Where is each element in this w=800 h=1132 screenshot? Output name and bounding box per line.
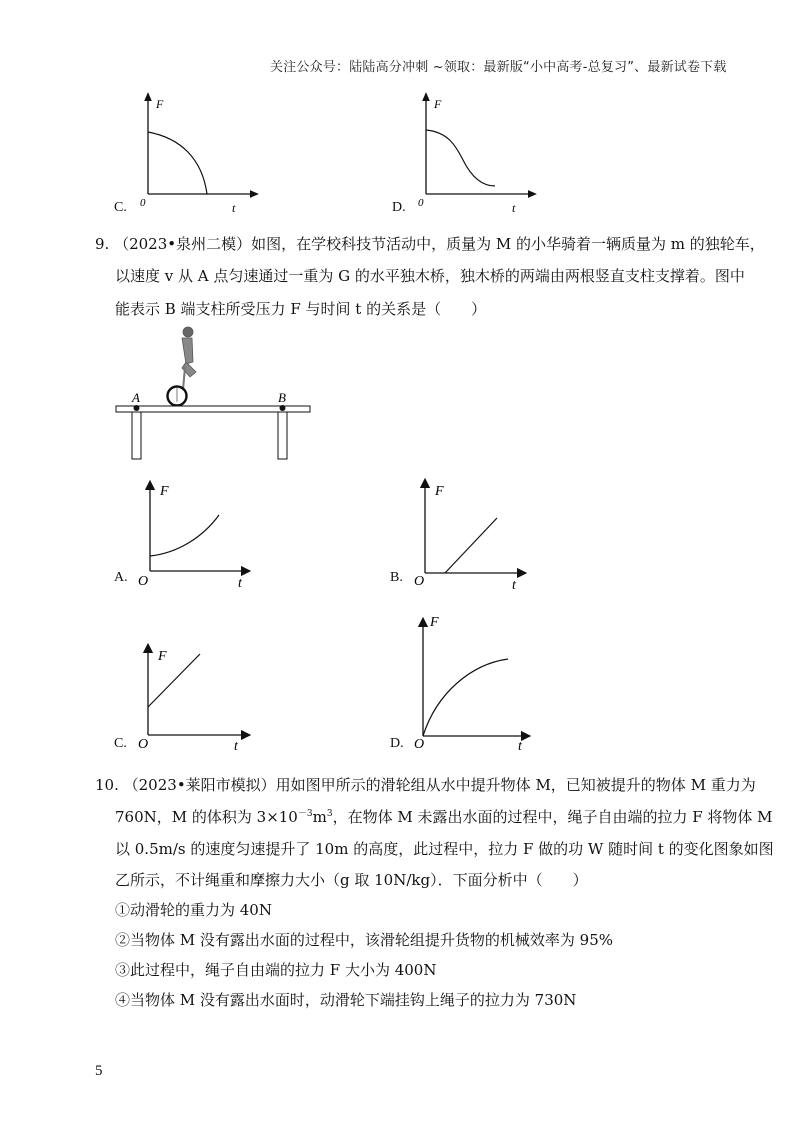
page-header-banner: 关注公众号：陆陆高分冲刺 ~领取：最新版“小中高考-总复习”、最新试卷下载 xyxy=(270,60,727,75)
svg-text:t: t xyxy=(234,739,238,754)
graph-s-curve-decreasing xyxy=(388,88,548,218)
svg-text:t: t xyxy=(512,578,516,590)
bridge-diagram xyxy=(110,322,320,462)
label-a: A xyxy=(132,390,140,405)
svg-text:t: t xyxy=(518,739,522,752)
q9-option-d-graph[interactable] xyxy=(392,612,542,752)
q9-option-a-graph[interactable] xyxy=(118,475,258,590)
x-axis-label: t xyxy=(232,201,236,215)
q10-line-1: 10. （2023•莱阳市模拟）用如图甲所示的滑轮组从水中提升物体 M，已知被提升的物体 M 重力为 xyxy=(95,776,756,794)
svg-text:F: F xyxy=(434,97,442,111)
question-source: （2023•泉州二模） xyxy=(114,235,252,253)
svg-text:F: F xyxy=(430,615,439,630)
graph-line-positive-intercept xyxy=(118,640,258,755)
q10-line-4: 乙所示，不计绳重和摩擦力大小（g 取 10N/kg）．下面分析中（ ） xyxy=(115,871,588,889)
q9-option-d-label: D. xyxy=(390,736,404,751)
svg-text:0: 0 xyxy=(418,197,424,209)
q9-option-c-graph[interactable] xyxy=(118,640,258,755)
svg-text:O: O xyxy=(138,574,149,589)
svg-text:O: O xyxy=(414,574,425,589)
graph-decreasing-arc xyxy=(110,88,270,218)
svg-text:F: F xyxy=(435,484,444,499)
q9-line-3: 能表示 B 端支柱所受压力 F 与时间 t 的关系是（ ） xyxy=(115,300,487,318)
y-axis-label: F xyxy=(156,97,164,111)
q9-line-2: 以速度 v 从 A 点匀速通过一重为 G 的水平独木桥，独木桥的两端由两根竖直支柱支撑着。图中 xyxy=(115,267,745,285)
q9-option-c-label: C. xyxy=(114,736,127,751)
q9-option-b-graph[interactable] xyxy=(392,475,532,590)
svg-text:O: O xyxy=(414,737,425,752)
question-source: （2023•莱阳市模拟） xyxy=(123,776,276,794)
svg-text:O: O xyxy=(138,737,149,752)
svg-text:t: t xyxy=(512,201,516,215)
graph-concave-up xyxy=(118,475,258,590)
q10-statement-4: ④当物体 M 没有露出水面时，动滑轮下端挂钩上绳子的拉力为 730N xyxy=(115,991,577,1009)
svg-text:F: F xyxy=(160,484,169,499)
question-number: 10. xyxy=(95,776,119,794)
origin-label: 0 xyxy=(140,197,146,209)
q9-line-1: 9. （2023•泉州二模）如图，在学校科技节活动中，质量为 M 的小华骑着一辆质量为 m 的独轮车， xyxy=(95,235,765,253)
prev-option-c-graph[interactable] xyxy=(110,88,270,218)
label-b: B xyxy=(278,390,286,405)
prev-option-c-label: C. xyxy=(114,200,127,215)
q10-line-2: 760N，M 的体积为 $3\times 10^{-3}m^3$，在物体 M 未露出水面的过程中，绳子自由端的拉力 F 将物体 M xyxy=(115,808,773,826)
q9-option-b-label: B. xyxy=(390,570,403,585)
graph-line-offset-t xyxy=(392,475,532,590)
graph-concave-down-increasing xyxy=(392,612,542,752)
svg-text:t: t xyxy=(238,576,242,590)
unicycle-bridge-figure xyxy=(110,322,320,462)
svg-text:F: F xyxy=(158,649,167,664)
question-number: 9. xyxy=(95,235,110,253)
q10-statement-3: ③此过程中，绳子自由端的拉力 F 大小为 400N xyxy=(115,961,437,979)
q10-line-3: 以 0.5m/s 的速度匀速提升了 10m 的高度，此过程中，拉力 F 做的功 W 随时间 t 的变化图象如图 xyxy=(115,840,774,858)
q10-statement-2: ②当物体 M 没有露出水面的过程中，该滑轮组提升货物的机械效率为 95% xyxy=(115,931,614,949)
unicycle-rider-icon xyxy=(182,327,196,390)
prev-option-d-graph[interactable] xyxy=(388,88,548,218)
q10-statement-1: ①动滑轮的重力为 40N xyxy=(115,901,272,919)
prev-option-d-label: D. xyxy=(392,200,406,215)
page-number: 5 xyxy=(95,1063,103,1079)
q9-option-a-label: A. xyxy=(114,570,128,585)
